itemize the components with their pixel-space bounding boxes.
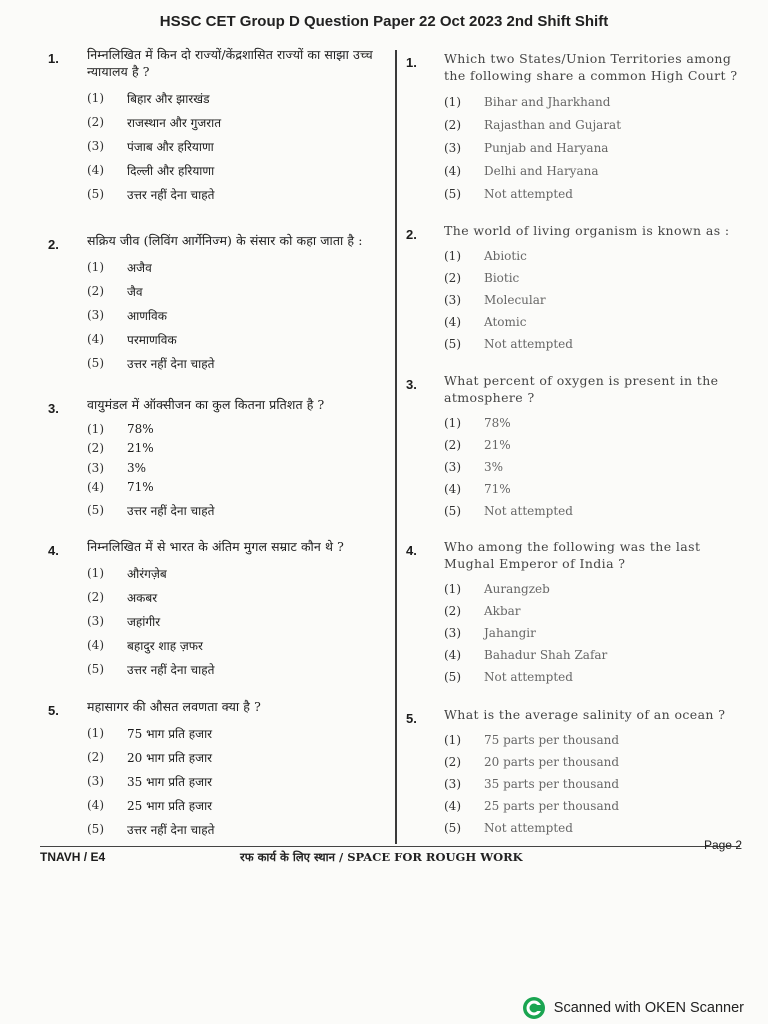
options-list [444,412,747,522]
option-text: Molecular [484,293,546,307]
option [87,279,390,303]
option-text: Rajasthan and Gujarat [484,117,622,132]
question-text: What percent of oxygen is present in the atmosphere ? [444,373,719,405]
question-block [402,538,747,688]
option [444,289,747,311]
option-text: 3% [127,460,147,475]
option [444,729,747,751]
option-number: (5) [87,187,104,201]
option [87,419,390,439]
option-text: Bihar and Jharkhand [484,94,611,109]
rough-work-label: रफ कार्य के लिए स्थान / SPACE FOR ROUGH WORK [240,850,523,864]
option-text: Not attempted [484,337,573,351]
option-number: (4) [87,798,104,812]
option-text: Atomic [484,315,527,329]
option [444,412,747,434]
question-block [40,46,390,206]
options-list [87,561,390,681]
option-text: Not attempted [484,186,573,201]
option-text: Akbar [484,604,521,618]
option-number: (3) [444,293,461,307]
option-number: (4) [444,648,461,662]
option-text: 78% [127,421,154,436]
option-number: (2) [444,271,461,285]
option [87,303,390,327]
option-text: अजैव [127,260,152,275]
question-block [40,396,390,523]
option [444,136,747,159]
option-number: (1) [444,733,461,747]
option-number: (5) [87,822,104,836]
option [87,255,390,279]
option-number: (2) [87,284,104,298]
option-number: (5) [444,337,461,351]
option-text: 21% [127,441,154,456]
question-text: सक्रिय जीव (लिविंग आर्गेनिज्म) के संसार को कहा जाता है : [87,233,363,248]
options-list [444,90,747,205]
option [87,793,390,817]
option-number: (3) [87,614,104,628]
option [87,657,390,681]
question-number: 3. [48,401,59,416]
option-text: पंजाब और हरियाणा [127,139,214,154]
option-number: (3) [87,308,104,322]
options-list [87,721,390,841]
option-text: अकबर [127,590,158,605]
option-number: (1) [444,249,461,263]
option [444,644,747,666]
oken-scanner-icon [522,996,546,1020]
option-number: (4) [87,638,104,652]
option-text: उत्तर नहीं देना चाहते [127,822,215,837]
option [444,622,747,644]
option-text: बहादुर शाह ज़फर [127,638,203,653]
option-text: 20 भाग प्रति हजार [127,750,213,765]
option-text: उत्तर नहीं देना चाहते [127,187,215,202]
option-text: 25 भाग प्रति हजार [127,798,213,813]
option-text: बिहार और झारखंड [127,91,210,106]
option-number: (1) [87,421,104,436]
option [444,666,747,688]
option [444,113,747,136]
option [87,769,390,793]
option-text: 78% [484,416,511,430]
option [87,439,390,459]
option-text: 35 भाग प्रति हजार [127,774,213,789]
option [87,745,390,769]
option-number: (3) [87,139,104,153]
option-number: (2) [444,755,461,769]
option-text: 3% [484,460,504,474]
option-text: Bahadur Shah Zafar [484,648,608,662]
option-text: उत्तर नहीं देना चाहते [127,662,215,677]
question-text: निम्नलिखित में किन दो राज्यों/केंद्रशासित राज्यों का साझा उच्च न्यायालय है ? [87,47,373,79]
option [444,311,747,333]
option [87,327,390,351]
option-number: (4) [444,799,461,813]
option-text: 71% [484,482,511,496]
option-number: (5) [444,821,461,835]
option-text: जहांगीर [127,614,161,629]
option [444,267,747,289]
option-number: (2) [87,115,104,129]
option-text: Abiotic [484,249,527,263]
option-text: Not attempted [484,670,573,684]
option-text: Not attempted [484,821,573,835]
question-text: वायुमंडल में ऑक्सीजन का कुल कितना प्रतिशत है ? [87,397,325,412]
option-number: (5) [87,503,104,517]
option [87,817,390,841]
option-text: उत्तर नहीं देना चाहते [127,503,215,518]
option [444,817,747,839]
option [87,478,390,498]
option-number: (4) [87,332,104,346]
option-number: (4) [444,315,461,329]
option-text: 75 parts per thousand [484,733,620,747]
option-text: 21% [484,438,511,452]
scanner-text: Scanned with OKEN Scanner [553,1000,744,1016]
option-text: Punjab and Haryana [484,140,609,155]
options-list [87,419,390,523]
page-header: HSSC CET Group D Question Paper 22 Oct 2023 2nd Shift Shift [159,13,609,30]
option [444,90,747,113]
option-text: 35 parts per thousand [484,777,620,791]
option [87,633,390,657]
option [444,456,747,478]
question-number: 2. [48,237,59,252]
option-number: (3) [444,626,461,640]
option-text: जैव [127,284,143,299]
option-number: (5) [87,662,104,676]
option-number: (1) [87,260,104,274]
option-text: Jahangir [484,626,536,640]
question-text: Who among the following was the last Mughal Emperor of India ? [444,539,701,571]
options-list [444,245,747,355]
option-text: Aurangzeb [484,582,550,596]
option [444,500,747,522]
option-number: (5) [444,186,461,201]
question-text: The world of living organism is known as : [444,223,730,238]
option [87,458,390,478]
option-text: 75 भाग प्रति हजार [127,726,213,741]
option-text: 25 parts per thousand [484,799,620,813]
option [87,609,390,633]
option [444,182,747,205]
question-block [402,222,747,355]
option-number: (3) [444,777,461,791]
options-list [444,729,747,839]
question-number: 4. [406,543,417,558]
option-number: (2) [444,438,461,452]
option-number: (4) [87,480,104,495]
question-number: 5. [48,703,59,718]
option-number: (3) [87,460,104,475]
option-number: (3) [87,774,104,788]
option-number: (5) [444,670,461,684]
options-list [87,86,390,206]
option [87,721,390,745]
question-number: 3. [406,377,417,392]
question-text: महासागर की औसत लवणता क्या है ? [87,699,261,714]
option [444,478,747,500]
paper-code: TNAVH / E4 [40,850,106,864]
page-number: Page 2 [703,838,742,852]
option-number: (1) [87,91,104,105]
option-number: (1) [87,726,104,740]
option-number: (3) [444,460,461,474]
question-text: निम्नलिखित में से भारत के अंतिम मुगल सम्राट कौन थे ? [87,539,344,554]
question-number: 1. [48,51,59,66]
option [444,245,747,267]
options-list [87,255,390,375]
option-number: (2) [87,590,104,604]
question-number: 4. [48,543,59,558]
option-text: Biotic [484,271,520,285]
option [87,110,390,134]
option-number: (2) [444,117,461,132]
option [87,86,390,110]
option [87,158,390,182]
option [444,600,747,622]
scanner-watermark [522,996,744,1020]
option-text: राजस्थान और गुजरात [127,115,222,130]
options-list [444,578,747,688]
option [444,333,747,355]
option [444,434,747,456]
question-block [402,50,747,205]
option [444,578,747,600]
option-number: (1) [444,94,461,109]
option-number: (2) [87,750,104,764]
option-text: 20 parts per thousand [484,755,620,769]
option [87,182,390,206]
option-text: परमाणविक [127,332,177,347]
option-number: (2) [87,441,104,456]
option [87,134,390,158]
option [444,159,747,182]
option [87,497,390,523]
question-number: 5. [406,711,417,726]
option-number: (4) [444,482,461,496]
question-block [402,372,747,522]
option-number: (1) [87,566,104,580]
question-block [40,698,390,841]
question-block [40,538,390,681]
question-block [40,232,390,375]
question-block [402,706,747,839]
question-text: Which two States/Union Territories among the following share a common High Court ? [444,51,738,83]
option-text: Not attempted [484,504,573,518]
option-number: (5) [87,356,104,370]
option [87,561,390,585]
option-number: (4) [444,163,461,178]
option-text: Delhi and Haryana [484,163,599,178]
option [87,585,390,609]
option [444,751,747,773]
option-text: उत्तर नहीं देना चाहते [127,356,215,371]
option-text: 71% [127,480,154,495]
option-number: (2) [444,604,461,618]
option-text: दिल्ली और हरियाणा [127,163,215,178]
option-number: (1) [444,582,461,596]
option-text: आणविक [127,308,167,323]
option-number: (5) [444,504,461,518]
option [87,351,390,375]
question-number: 1. [406,55,417,70]
option-number: (3) [444,140,461,155]
option-text: औरंगज़ेब [127,566,167,581]
option-number: (4) [87,163,104,177]
question-text: What is the average salinity of an ocean ? [444,707,726,722]
option-number: (1) [444,416,461,430]
option [444,795,747,817]
footer-rule [40,846,740,847]
option [444,773,747,795]
column-divider [395,50,397,844]
question-number: 2. [406,227,417,242]
